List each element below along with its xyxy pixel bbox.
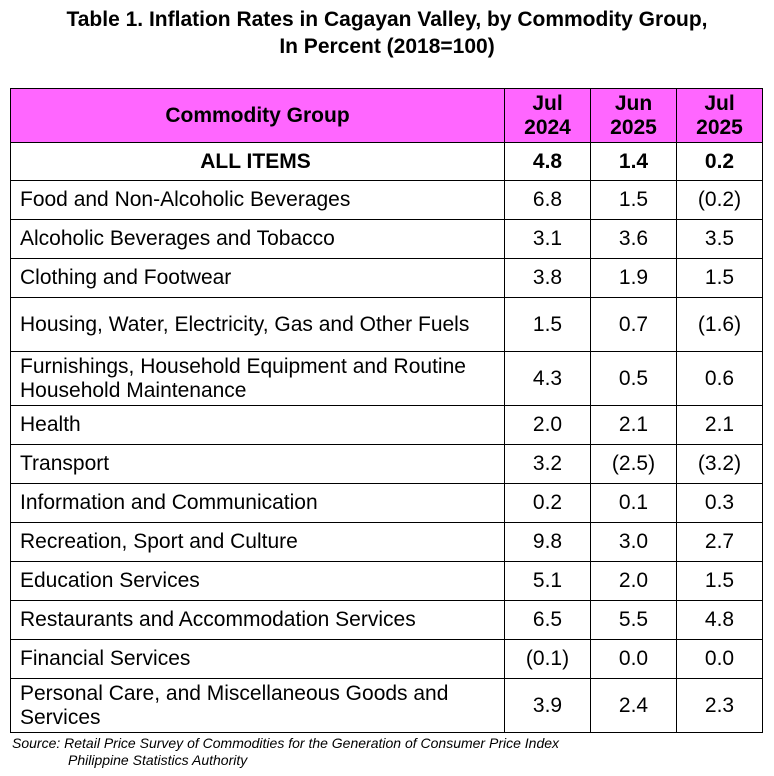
- source-line1: Source: Retail Price Survey of Commodities for the Generation of Consumer Price Index: [12, 735, 560, 751]
- header-period-month: Jul: [704, 91, 735, 115]
- row-value: 2.3: [677, 679, 763, 733]
- inflation-table: [10, 88, 763, 733]
- table-row: [11, 445, 763, 484]
- row-value: 1.9: [591, 259, 677, 298]
- row-value: 0.2: [505, 484, 591, 523]
- row-value: 2.7: [677, 523, 763, 562]
- row-label: Food and Non-Alcoholic Beverages: [11, 181, 505, 220]
- row-value: 2.1: [677, 406, 763, 445]
- row-value: (1.6): [677, 298, 763, 352]
- row-value: 0.7: [591, 298, 677, 352]
- table-row: [11, 679, 763, 733]
- row-value: 3.0: [591, 523, 677, 562]
- row-value: (2.5): [591, 445, 677, 484]
- row-label: Personal Care, and Miscellaneous Goods and Services: [11, 679, 505, 733]
- row-value: 0.0: [677, 640, 763, 679]
- row-value: 0.1: [591, 484, 677, 523]
- header-row: [11, 89, 763, 143]
- header-period-month: Jul: [532, 91, 563, 115]
- table-title-line1: Table 1. Inflation Rates in Cagayan Valley, by Commodity Group,: [66, 8, 708, 31]
- row-value: 0.2: [677, 143, 763, 181]
- table-row: [11, 259, 763, 298]
- table-row: [11, 181, 763, 220]
- row-label: Health: [11, 406, 505, 445]
- row-value: (3.2): [677, 445, 763, 484]
- table-row: [11, 523, 763, 562]
- table-row: [11, 601, 763, 640]
- row-value: 0.0: [591, 640, 677, 679]
- row-label: Education Services: [11, 562, 505, 601]
- row-label: ALL ITEMS: [11, 143, 505, 181]
- table-row-all-items: [11, 143, 763, 181]
- row-label: Clothing and Footwear: [11, 259, 505, 298]
- row-value: 3.6: [591, 220, 677, 259]
- row-value: 3.9: [505, 679, 591, 733]
- row-value: 5.5: [591, 601, 677, 640]
- row-value: 9.8: [505, 523, 591, 562]
- header-period-year: 2025: [696, 115, 743, 139]
- row-value: 2.0: [591, 562, 677, 601]
- header-period-jul-2025: [677, 89, 763, 143]
- header-commodity-group: Commodity Group: [11, 89, 505, 143]
- row-value: 6.8: [505, 181, 591, 220]
- row-value: 3.8: [505, 259, 591, 298]
- row-label: Furnishings, Household Equipment and Routine Household Maintenance: [11, 352, 505, 406]
- table-title-line2: In Percent (2018=100): [279, 35, 495, 58]
- source-note: [12, 735, 559, 769]
- table-row: [11, 406, 763, 445]
- table-row: [11, 640, 763, 679]
- row-value: (0.2): [677, 181, 763, 220]
- table-row: [11, 484, 763, 523]
- table-body: [11, 143, 763, 733]
- row-value: 0.3: [677, 484, 763, 523]
- row-label: Financial Services: [11, 640, 505, 679]
- row-value: 6.5: [505, 601, 591, 640]
- row-label: Transport: [11, 445, 505, 484]
- row-value: 0.6: [677, 352, 763, 406]
- table-header: [11, 89, 763, 143]
- header-period-jun-2025: [591, 89, 677, 143]
- table-title: [0, 6, 774, 60]
- header-period-jul-2024: [505, 89, 591, 143]
- row-label: Recreation, Sport and Culture: [11, 523, 505, 562]
- table-row: [11, 562, 763, 601]
- row-label: Alcoholic Beverages and Tobacco: [11, 220, 505, 259]
- row-value: 2.4: [591, 679, 677, 733]
- header-period-year: 2024: [524, 115, 571, 139]
- row-value: 2.1: [591, 406, 677, 445]
- row-value: 3.2: [505, 445, 591, 484]
- row-value: (0.1): [505, 640, 591, 679]
- row-value: 2.0: [505, 406, 591, 445]
- table-row: [11, 352, 763, 406]
- row-label: Information and Communication: [11, 484, 505, 523]
- row-value: 3.5: [677, 220, 763, 259]
- header-period-year: 2025: [610, 115, 657, 139]
- row-value: 3.1: [505, 220, 591, 259]
- row-value: 4.8: [505, 143, 591, 181]
- source-line2: Philippine Statistics Authority: [68, 752, 248, 768]
- row-value: 1.5: [591, 181, 677, 220]
- table-row: [11, 220, 763, 259]
- table-row: [11, 298, 763, 352]
- row-value: 4.8: [677, 601, 763, 640]
- row-value: 5.1: [505, 562, 591, 601]
- row-value: 1.5: [677, 259, 763, 298]
- row-value: 4.3: [505, 352, 591, 406]
- row-value: 1.5: [677, 562, 763, 601]
- row-label: Housing, Water, Electricity, Gas and Other Fuels: [11, 298, 505, 352]
- header-period-month: Jun: [614, 91, 653, 115]
- row-value: 1.5: [505, 298, 591, 352]
- row-label: Restaurants and Accommodation Services: [11, 601, 505, 640]
- row-value: 1.4: [591, 143, 677, 181]
- row-value: 0.5: [591, 352, 677, 406]
